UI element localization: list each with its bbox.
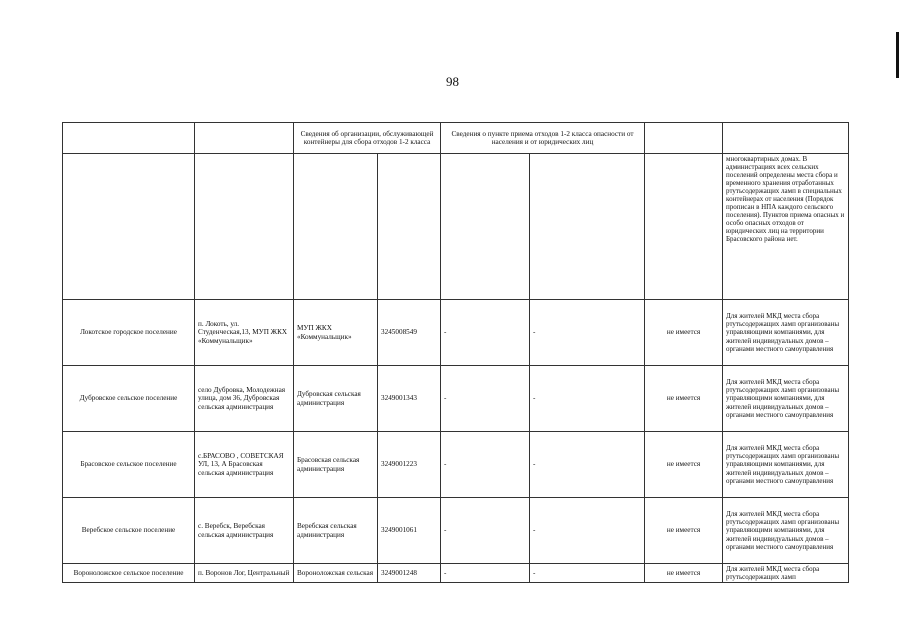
status-cell: не имеется bbox=[645, 564, 723, 583]
address-cell: село Дубровка, Молодежная улица, дом 36, Дубровская сельская администрация bbox=[195, 366, 294, 432]
table-row bbox=[63, 564, 849, 583]
waste-collection-table bbox=[62, 122, 849, 583]
continuation-note: многоквартирных домах. В администрациях всех сельских поселений определены места сбора и временного хранения отработанных ртутьсодержащих ламп в специальных контейнерах от населения (Порядок прописан в НПА каждого сельского поселения). Пунктов приема опасных и особо опасных отходов от юридических лиц на территории Брасовского района нет. bbox=[723, 154, 849, 300]
header-cell bbox=[645, 123, 723, 154]
settlement-cell: Дубровское сельское поселение bbox=[63, 366, 195, 432]
header-cell bbox=[723, 123, 849, 154]
address-cell: с. Веребск, Веребская сельская администрация bbox=[195, 498, 294, 564]
status-cell: не имеется bbox=[645, 498, 723, 564]
organization-cell: Вороноложская сельская bbox=[294, 564, 378, 583]
settlement-cell: Вороноложское сельское поселение bbox=[63, 564, 195, 583]
settlement-cell: Локотское городское поселение bbox=[63, 300, 195, 366]
address-cell: с.БРАСОВО , СОВЕТСКАЯ УЛ, 13, А Брасовская сельская администрация bbox=[195, 432, 294, 498]
address-cell: п. Локоть, ул. Студенческая,13, МУП ЖКХ «Коммунальщик» bbox=[195, 300, 294, 366]
dash-cell: - bbox=[441, 366, 530, 432]
table-row bbox=[63, 432, 849, 498]
inn-cell: 3249001223 bbox=[378, 432, 441, 498]
address-cell: п. Воронов Лог, Центральный bbox=[195, 564, 294, 583]
inn-cell: 3249001248 bbox=[378, 564, 441, 583]
dash-cell: - bbox=[530, 432, 645, 498]
dash-cell: - bbox=[530, 498, 645, 564]
table-row bbox=[63, 366, 849, 432]
settlement-cell: Веребское сельское поселение bbox=[63, 498, 195, 564]
dash-cell: - bbox=[530, 300, 645, 366]
note-cell: Для жителей МКД места сбора ртутьсодержащих ламп организованы управляющими компаниями, для жителей индивидуальных домов – органами местного самоуправления bbox=[723, 300, 849, 366]
header-cell bbox=[195, 123, 294, 154]
dash-cell: - bbox=[441, 564, 530, 583]
organization-cell: Веребская сельская администрация bbox=[294, 498, 378, 564]
inn-cell: 3245008549 bbox=[378, 300, 441, 366]
page-number: 98 bbox=[446, 74, 459, 89]
header-row bbox=[63, 123, 849, 154]
organization-cell: Дубровская сельская администрация bbox=[294, 366, 378, 432]
margin-bar bbox=[896, 32, 899, 78]
status-cell: не имеется bbox=[645, 432, 723, 498]
note-cell: Для жителей МКД места сбора ртутьсодержащих ламп организованы управляющими компаниями, для жителей индивидуальных домов – органами местного самоуправления bbox=[723, 432, 849, 498]
continuation-row bbox=[63, 154, 849, 300]
dash-cell: - bbox=[441, 300, 530, 366]
header-organization: Сведения об организации, обслуживающей контейнеры для сбора отходов 1-2 класса bbox=[294, 123, 441, 154]
inn-cell: 3249001343 bbox=[378, 366, 441, 432]
settlement-cell: Брасовское сельское поселение bbox=[63, 432, 195, 498]
header-collection-point: Сведения о пункте приема отходов 1-2 класса опасности от населения и от юридических лиц bbox=[441, 123, 645, 154]
status-cell: не имеется bbox=[645, 300, 723, 366]
dash-cell: - bbox=[441, 498, 530, 564]
dash-cell: - bbox=[530, 366, 645, 432]
organization-cell: Брасовская сельская администрация bbox=[294, 432, 378, 498]
note-cell: Для жителей МКД места сбора ртутьсодержащих ламп bbox=[723, 564, 849, 583]
note-cell: Для жителей МКД места сбора ртутьсодержащих ламп организованы управляющими компаниями, для жителей индивидуальных домов – органами местного самоуправления bbox=[723, 366, 849, 432]
status-cell: не имеется bbox=[645, 366, 723, 432]
table-row bbox=[63, 300, 849, 366]
dash-cell: - bbox=[441, 432, 530, 498]
inn-cell: 3249001061 bbox=[378, 498, 441, 564]
table-row bbox=[63, 498, 849, 564]
note-cell: Для жителей МКД места сбора ртутьсодержащих ламп организованы управляющими компаниями, для жителей индивидуальных домов – органами местного самоуправления bbox=[723, 498, 849, 564]
dash-cell: - bbox=[530, 564, 645, 583]
header-cell bbox=[63, 123, 195, 154]
organization-cell: МУП ЖКХ «Коммунальщик» bbox=[294, 300, 378, 366]
